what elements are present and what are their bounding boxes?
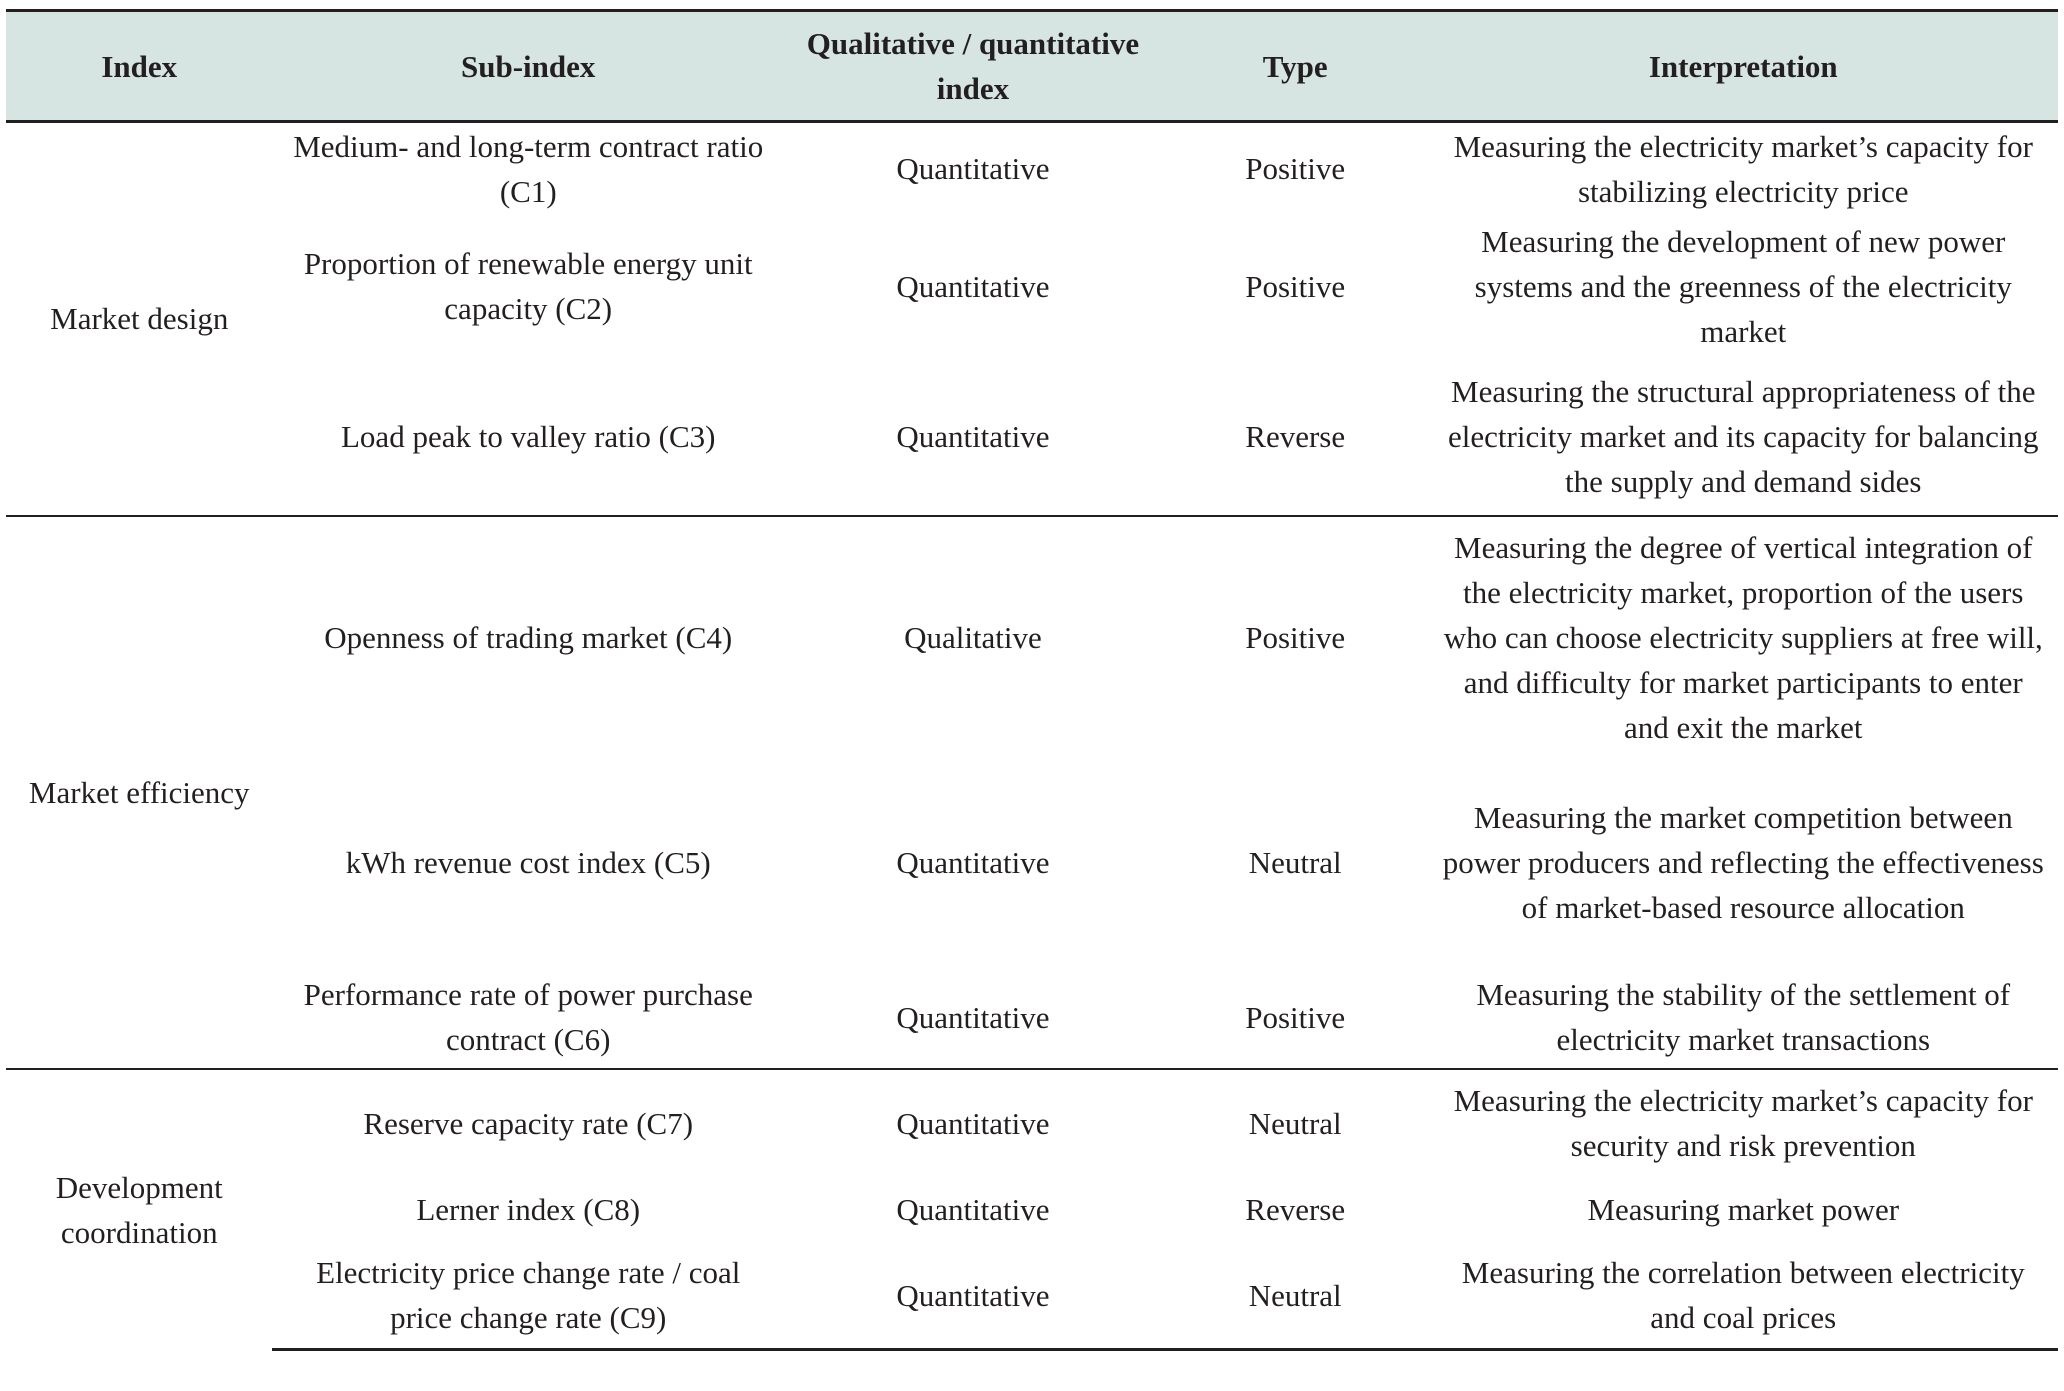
index-cell: Development coordination xyxy=(6,1069,272,1350)
type-cell: Neutral xyxy=(1162,1243,1429,1350)
interpretation-cell: Measuring the degree of vertical integration of the electricity market, proportion of the users who can choose electricity suppliers at free will, and difficulty for market participants to enter and exit the market xyxy=(1429,516,2058,759)
header-index: Index xyxy=(6,11,272,122)
table-row xyxy=(6,215,2058,358)
index-cell: Market efficiency xyxy=(6,516,272,1069)
qq-cell: Quantitative xyxy=(784,1069,1162,1177)
qq-cell: Quantitative xyxy=(784,1243,1162,1350)
interpretation-cell: Measuring the electricity market’s capacity for stabilizing electricity price xyxy=(1453,128,2033,209)
table-row xyxy=(6,516,2058,759)
sub-index-cell: Electricity price change rate / coal price change rate (C9) xyxy=(272,1243,784,1350)
qq-cell: Quantitative xyxy=(896,845,1050,880)
header-qualitative-quantitative: Qualitative / quantitative index xyxy=(784,11,1162,122)
interpretation-cell: Measuring market power xyxy=(1587,1192,1900,1227)
type-cell: Neutral xyxy=(1162,1069,1429,1177)
index-cell: Market design xyxy=(50,301,229,337)
type-cell: Positive xyxy=(1245,268,1346,304)
sub-index-cell: Lerner index (C8) xyxy=(416,1192,641,1227)
sub-index-cell: Performance rate of power purchase contract (C6) xyxy=(303,977,753,1057)
sub-index-cell: Load peak to valley ratio (C3) xyxy=(341,418,716,454)
qq-cell: Qualitative xyxy=(784,516,1162,759)
table-row xyxy=(6,1177,2058,1243)
sub-index-cell: Medium- and long-term contract ratio (C1) xyxy=(293,128,764,209)
interpretation-cell: Measuring the electricity market’s capacity for security and risk prevention xyxy=(1429,1069,2058,1177)
type-cell: Positive xyxy=(1245,999,1346,1035)
table-row xyxy=(6,759,2058,967)
type-cell: Reverse xyxy=(1245,1192,1346,1227)
interpretation-cell: Measuring the structural appropriateness of the electricity market and its capacity for balancing the supply and demand sides xyxy=(1448,373,2039,499)
qq-cell: Quantitative xyxy=(896,999,1050,1035)
sub-index-cell: Openness of trading market (C4) xyxy=(272,516,784,759)
type-cell: Neutral xyxy=(1248,845,1342,880)
interpretation-cell: Measuring the market competition between power producers and reflecting the effectiveness of market-based resource allocation xyxy=(1442,800,2044,925)
type-cell: Reverse xyxy=(1245,418,1346,454)
table-row xyxy=(6,358,2058,516)
sub-index-cell: Reserve capacity rate (C7) xyxy=(272,1069,784,1177)
header-interpretation: Interpretation xyxy=(1429,11,2058,122)
qq-cell: Quantitative xyxy=(896,151,1050,187)
header-row xyxy=(6,11,2058,122)
table-row xyxy=(6,1069,2058,1177)
sub-index-cell: kWh revenue cost index (C5) xyxy=(345,845,711,880)
interpretation-cell: Measuring the development of new power systems and the greenness of the electricity market xyxy=(1474,223,2012,349)
sub-index-cell: Proportion of renewable energy unit capacity (C2) xyxy=(303,246,753,326)
type-cell: Positive xyxy=(1162,516,1429,759)
type-cell: Positive xyxy=(1245,151,1346,187)
table-row xyxy=(6,1243,2058,1350)
qq-cell: Quantitative xyxy=(896,268,1050,304)
header-type: Type xyxy=(1162,11,1429,122)
table-row xyxy=(6,967,2058,1069)
interpretation-cell: Measuring the stability of the settlement of electricity market transactions xyxy=(1476,977,2011,1057)
indicator-table xyxy=(6,9,2058,1351)
qq-cell: Quantitative xyxy=(896,1192,1050,1227)
interpretation-cell: Measuring the correlation between electricity and coal prices xyxy=(1429,1243,2058,1350)
header-sub-index: Sub-index xyxy=(272,11,784,122)
table-row xyxy=(6,122,2058,215)
qq-cell: Quantitative xyxy=(896,418,1050,454)
